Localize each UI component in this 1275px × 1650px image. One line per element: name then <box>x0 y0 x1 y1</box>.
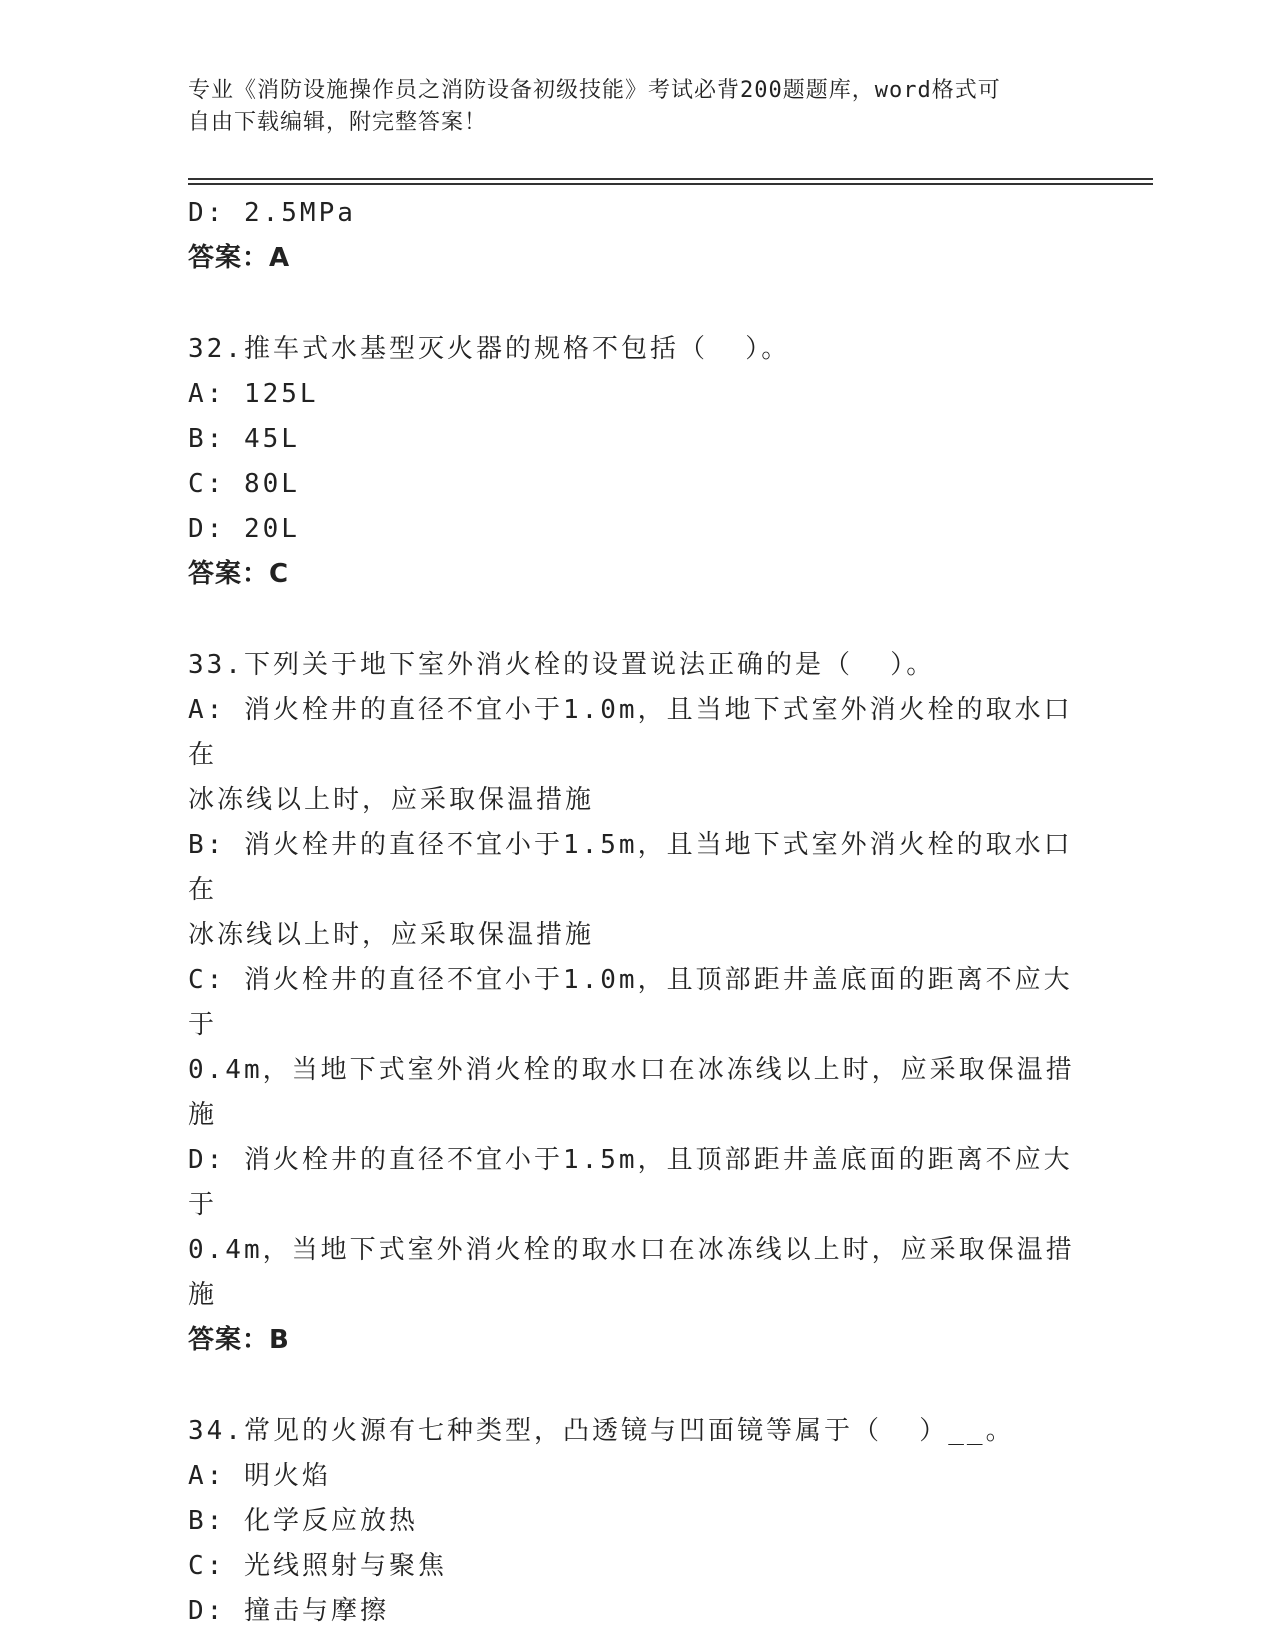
option-c-line-1: C: 消火栓井的直径不宜小于1.0m，且顶部距井盖底面的距离不应大于 <box>188 965 1073 1040</box>
option-b-line-2: 冰冻线以上时，应采取保温措施 <box>188 920 595 950</box>
option-c-line-3: 施 <box>188 1100 218 1130</box>
answer-line: 答案：A <box>188 243 291 273</box>
option-d-line-2: 0.4m，当地下式室外消火栓的取水口在冰冻线以上时，应采取保温措 <box>188 1235 1075 1265</box>
option-c: C: 80L <box>188 469 300 499</box>
option-c-line-2: 0.4m，当地下式室外消火栓的取水口在冰冻线以上时，应采取保温措 <box>188 1055 1075 1085</box>
option-b: B: 45L <box>188 424 300 454</box>
option-c: C: 光线照射与聚焦 <box>188 1551 447 1581</box>
question-stem: 32.推车式水基型灭火器的规格不包括（ ）。 <box>188 334 791 364</box>
option-d: D: 20L <box>188 514 300 544</box>
question-stem: 34.常见的火源有七种类型，凸透镜与凹面镜等属于（ ）__。 <box>188 1416 1015 1446</box>
option-b: B: 化学反应放热 <box>188 1506 418 1536</box>
answer-line: 答案：B <box>188 1325 290 1355</box>
option-b-line-1: B: 消火栓井的直径不宜小于1.5m，且当地下式室外消火栓的取水口在 <box>188 830 1073 905</box>
question-stem: 33.下列关于地下室外消火栓的设置说法正确的是（ ）。 <box>188 650 936 680</box>
answer-line: 答案：C <box>188 559 290 589</box>
document-header <box>188 75 1078 139</box>
option-a: A: 125L <box>188 379 319 409</box>
option-d: D: 2.5MPa <box>188 198 356 228</box>
question-32 <box>188 327 1088 597</box>
option-a-line-2: 冰冻线以上时，应采取保温措施 <box>188 785 595 815</box>
option-d-line-3: 施 <box>188 1280 218 1310</box>
option-a-line-1: A: 消火栓井的直径不宜小于1.0m，且当地下式室外消火栓的取水口在 <box>188 695 1073 770</box>
header-line-1: 专业《消防设施操作员之消防设备初级技能》考试必背200题题库，word格式可 <box>188 78 1001 103</box>
header-divider-bottom <box>188 183 1153 185</box>
option-d-line-1: D: 消火栓井的直径不宜小于1.5m，且顶部距井盖底面的距离不应大于 <box>188 1145 1073 1220</box>
header-line-2: 自由下载编辑，附完整答案！ <box>188 110 488 135</box>
previous-question-tail <box>188 191 1088 281</box>
option-d: D: 撞击与摩擦 <box>188 1596 389 1626</box>
option-a: A: 明火焰 <box>188 1461 331 1491</box>
question-33 <box>188 643 1088 1363</box>
header-divider-top <box>188 178 1153 180</box>
document-body <box>188 191 1088 1634</box>
question-34 <box>188 1409 1088 1634</box>
